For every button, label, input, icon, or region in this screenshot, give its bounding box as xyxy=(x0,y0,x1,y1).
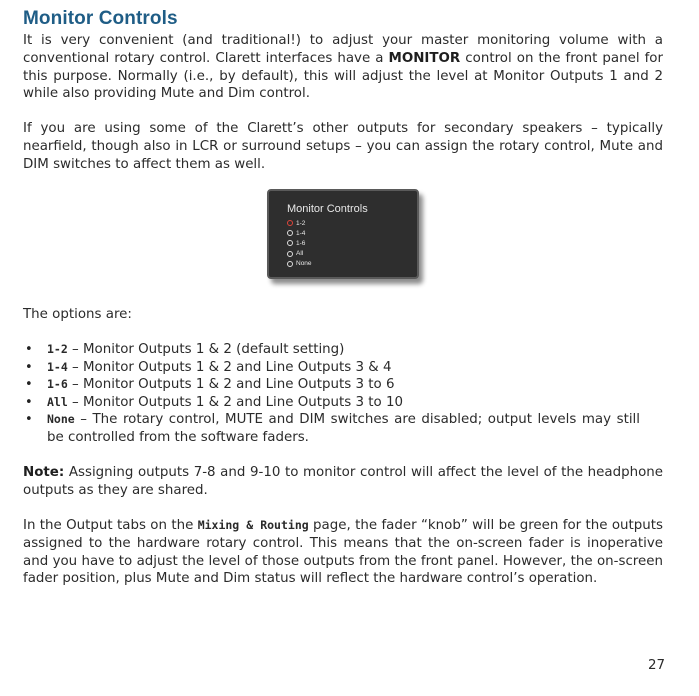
note-label: Note: xyxy=(23,465,65,480)
radio-empty-icon xyxy=(287,261,293,267)
section-heading: Monitor Controls xyxy=(23,8,178,29)
radio-option[interactable] xyxy=(287,238,312,248)
output-tabs-text-part1: In the Output tabs on the xyxy=(23,518,198,533)
bullet-icon: • xyxy=(25,342,33,357)
option-item xyxy=(25,411,640,446)
option-item xyxy=(25,359,640,377)
monitor-controls-panel xyxy=(267,189,419,279)
radio-label: None xyxy=(296,260,312,268)
radio-empty-icon xyxy=(287,251,293,257)
intro-text-part1: It is very convenient (and traditional!) to adjust your master monitoring volume with a conventional rotary control. Clarett interfaces have a xyxy=(23,33,663,66)
option-text: – Monitor Outputs 1 & 2 and Line Outputs 3 & 4 xyxy=(67,359,392,375)
option-code: 1-2 xyxy=(47,342,68,356)
radio-option[interactable] xyxy=(287,228,312,238)
option-code: 1-4 xyxy=(47,359,68,374)
option-text: – The rotary control, MUTE and DIM switches are disabled; output levels may still be controlled from the software faders. xyxy=(47,412,640,445)
option-code: None xyxy=(47,412,75,427)
monitor-radio-group xyxy=(287,218,312,269)
radio-label: All xyxy=(296,250,304,258)
bullet-icon: • xyxy=(25,412,33,428)
note-text: Assigning outputs 7-8 and 9-10 to monitor control will affect the level of the headphone outputs as they are shared. xyxy=(23,465,663,498)
radio-selected-icon xyxy=(287,220,293,226)
option-code: All xyxy=(47,394,68,409)
radio-option[interactable] xyxy=(287,218,312,228)
option-text: – Monitor Outputs 1 & 2 and Line Outputs 3 to 6 xyxy=(67,377,395,393)
intro-paragraph xyxy=(23,32,663,103)
bullet-icon: • xyxy=(25,359,33,375)
radio-label: 1-4 xyxy=(296,229,306,237)
radio-label: 1-2 xyxy=(296,219,306,227)
radio-empty-icon xyxy=(287,230,293,236)
page-number: 27 xyxy=(648,658,666,673)
monitor-controls-screenshot xyxy=(267,189,419,279)
bullet-icon: • xyxy=(25,377,33,393)
radio-empty-icon xyxy=(287,240,293,246)
option-item xyxy=(25,341,640,359)
secondary-speakers-paragraph: If you are using some of the Clarett’s other outputs for secondary speakers – typically nearfield, though also in LCR or surround setups – you can assign the rotary control, Mute and DIM switches to affect them as well. xyxy=(23,121,663,172)
option-text: – Monitor Outputs 1 & 2 and Line Outputs 3 to 10 xyxy=(67,394,404,410)
output-tabs-text-part2: page, the fader “knob” will be green for the outputs assigned to the hardware rotary control. This means that the on-screen fader is inoperative and you have to adjust the level of those outputs from the front panel. However, the on-screen fader position, plus Mute and Dim status will reflect the hardware control’s operation. xyxy=(23,518,663,587)
note-paragraph xyxy=(23,464,663,500)
monitor-keyword: MONITOR xyxy=(388,50,461,66)
radio-option[interactable] xyxy=(287,259,312,269)
option-text: – Monitor Outputs 1 & 2 (default setting) xyxy=(67,342,345,357)
mixing-routing-code: Mixing & Routing xyxy=(197,518,309,532)
radio-label: 1-6 xyxy=(296,239,306,247)
option-item xyxy=(25,394,640,412)
option-item xyxy=(25,376,640,394)
bullet-icon: • xyxy=(25,394,33,410)
output-tabs-paragraph xyxy=(23,517,663,588)
options-intro: The options are: xyxy=(23,307,132,322)
radio-option[interactable] xyxy=(287,249,312,259)
options-list xyxy=(25,341,640,447)
intro-text-part2: control on the front panel for this purpose. Normally (i.e., by default), this will adjust the level at Monitor Outputs 1 and 2 while also providing Mute and Dim control. xyxy=(23,50,663,102)
panel-title: Monitor Controls xyxy=(287,203,368,215)
option-code: 1-6 xyxy=(47,377,68,392)
